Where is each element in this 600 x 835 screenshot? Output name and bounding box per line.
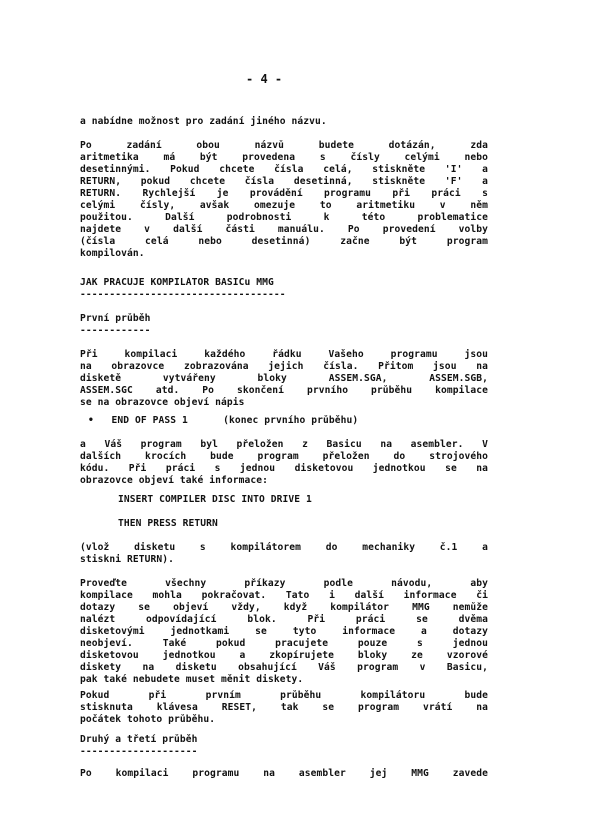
text-line: kompilován. xyxy=(80,248,145,259)
text-line: obrazovce objeví také informace: xyxy=(80,475,269,486)
text-line: najdete v další části manuálu. Po provedení volby xyxy=(80,224,488,235)
text-line: Po kompilaci programu na asembler jej MMG zavede xyxy=(80,768,488,779)
text-line: (vlož disketu s kompilátorem do mechaniky č.1 a xyxy=(80,542,488,553)
text-line: dotazy se objeví vždy, když kompilátor MMG nemůže xyxy=(80,602,488,613)
text-line: aritmetika má být provedena s čísly celými nebo xyxy=(80,152,488,163)
text-line: Po zadání obou názvů budete dotázán, zda xyxy=(80,140,488,151)
text-line: se na obrazovce objeví nápis xyxy=(80,397,245,408)
text-line: počátek tohoto průběhu. xyxy=(80,714,216,725)
text-line: stiskni RETURN). xyxy=(80,554,175,565)
text-line: kódu. Při práci s jednou disketovou jednotkou se na xyxy=(80,463,488,474)
text-line: ASSEM.SGC atd. Po skončení prvního průběhu kompilace xyxy=(80,385,488,396)
text-line: • END OF PASS 1 (konec prvního průběhu) xyxy=(88,415,359,426)
page-number: - 4 - xyxy=(246,72,283,86)
text-line: ----------------------------------- xyxy=(80,289,286,300)
text-line: Pokud při prvním průběhu kompilátoru bude xyxy=(80,690,488,701)
text-line: disketě vytvářeny bloky ASSEM.SGA, ASSEM.SGB, xyxy=(80,373,488,384)
text-line: Druhý a třetí průběh xyxy=(80,734,198,745)
text-line: a nabídne možnost pro zadání jiného názvu. xyxy=(80,116,327,127)
text-line: Proveďte všechny příkazy podle návodu, aby xyxy=(80,578,488,589)
text-line: JAK PRACUJE KOMPILÁTOR BASICu MMG xyxy=(80,277,274,288)
text-line: pak také nebudete muset měnit diskety. xyxy=(80,674,304,685)
text-line: neobjeví. Také pokud pracujete pouze s jednou xyxy=(80,638,488,649)
text-line: disketovými jednotkami se tyto informace a dotazy xyxy=(80,626,488,637)
text-line: RETURN, pokud chcete čísla desetinná, stiskněte 'F' a xyxy=(80,176,488,187)
text-line: desetinnými. Pokud chcete čísla celá, stiskněte 'I' a xyxy=(80,164,488,175)
text-line: celými čísly, avšak omezuje to aritmetiku v něm xyxy=(80,200,488,211)
text-line: stisknuta klávesa RESET, tak se program vrátí na xyxy=(80,702,488,713)
text-line: -------------------- xyxy=(80,746,198,757)
text-line: INSERT COMPILER DISC INTO DRIVE 1 xyxy=(118,494,312,505)
text-line: nalézt odpovídající blok. Při práci se dvěma xyxy=(80,614,488,625)
text-line: a Váš program byl přeložen z Basicu na asembler. V xyxy=(80,439,488,450)
text-line: diskety na disketu obsahující Váš program v Basicu, xyxy=(80,662,488,673)
text-line: (čísla celá nebo desetinná) začne být program xyxy=(80,236,488,247)
text-line: dalších krocích bude program přeložen do strojového xyxy=(80,451,488,462)
text-line: ------------ xyxy=(80,325,151,336)
text-line: První průběh xyxy=(80,313,151,324)
text-line: na obrazovce zobrazována jejich čísla. Přitom jsou na xyxy=(80,361,488,372)
text-line: použitou. Další podrobnosti k této problematice xyxy=(80,212,488,223)
text-line: THEN PRESS RETURN xyxy=(118,518,218,529)
text-line: RETURN. Rychlejší je provádění programu při práci s xyxy=(80,188,488,199)
text-line: kompilace mohla pokračovat. Tato i další informace či xyxy=(80,590,488,601)
text-line: Při kompilaci každého řádku Vašeho programu jsou xyxy=(80,349,488,360)
text-line: disketovou jednotkou a zkopírujete bloky ze vzorové xyxy=(80,650,488,661)
